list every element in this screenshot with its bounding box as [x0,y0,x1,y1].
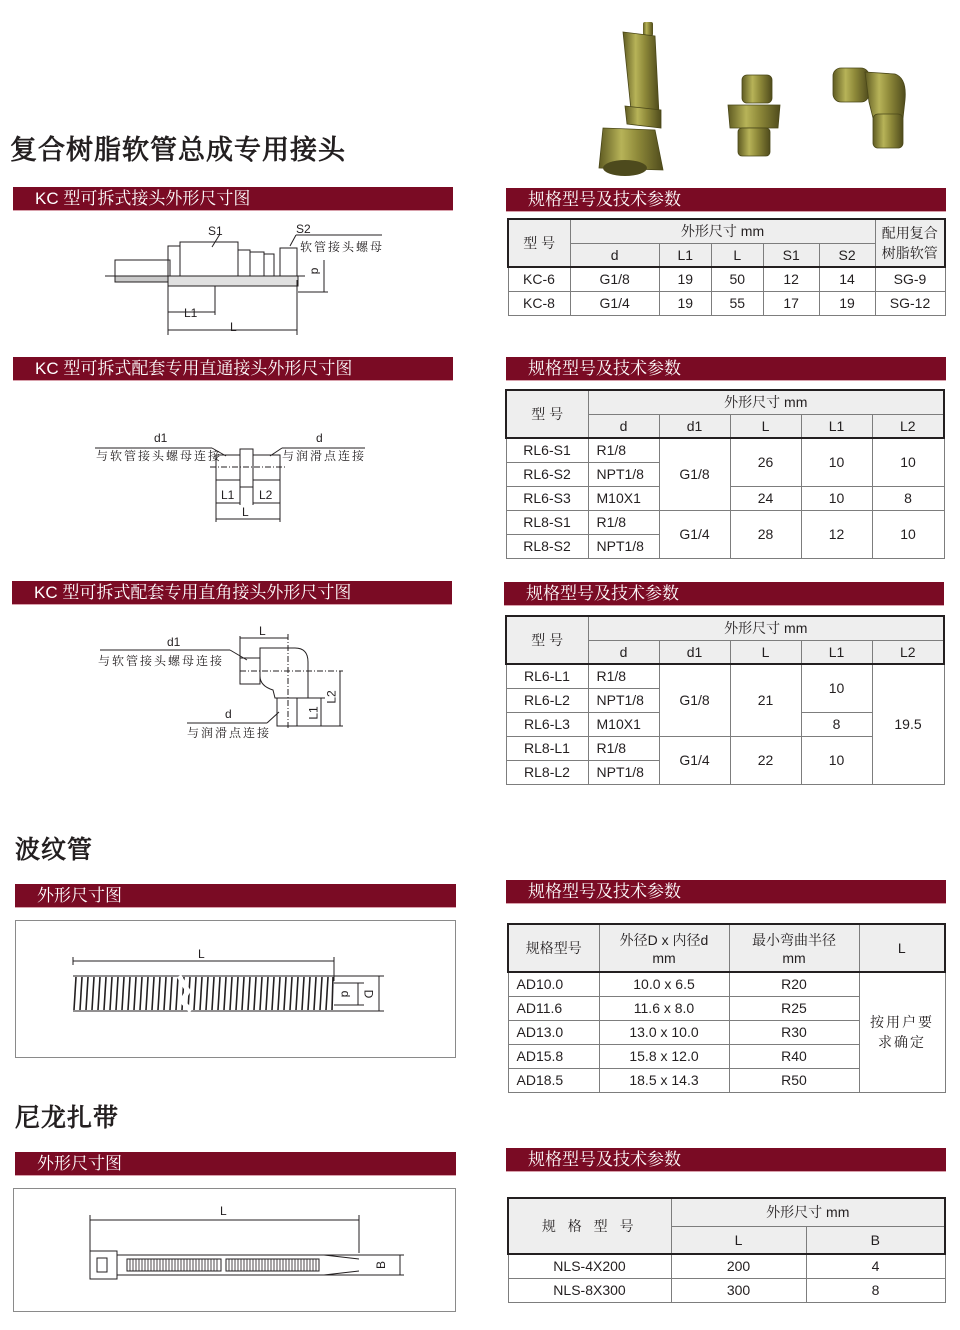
col-header-model: 型 号 [508,219,570,267]
cell-l: 26 [730,438,801,486]
cell-model: NLS-4X200 [508,1254,671,1278]
cable-tie-diagram-frame [13,1188,456,1312]
cell-l2: 19.5 [872,664,944,784]
cell-model: KC-6 [508,267,570,291]
col-header-d: d [570,243,659,267]
col-header-length: L [859,924,945,972]
cell-model: RL8-L2 [506,760,588,784]
cell-radius: R20 [729,972,859,996]
radius-header-line2: mm [782,950,806,966]
col-header-d: d [588,414,659,438]
cell-l: 22 [730,736,801,784]
page-title: 复合树脂软管总成专用接头 [10,135,346,166]
elbow-label-d-note: 与润滑点连接 [187,726,272,740]
cell-d1: G1/8 [659,664,730,736]
straight-label-l: L [242,505,249,519]
col-header-model: 型 号 [506,616,588,664]
cell-b: 4 [806,1254,945,1278]
kc-spec-table [507,218,946,316]
cell-d: NPT1/8 [588,462,659,486]
col-header-s1: S1 [763,243,819,267]
cell-radius: R30 [729,1020,859,1044]
kc-label-l: L [230,320,237,334]
elbow-label-d: d [225,707,232,721]
col-header-radius [729,924,859,972]
straight-diagram-header: KC 型可拆式配套专用直通接头外形尺寸图 [13,357,453,381]
col-header-dims: 外形尺寸 mm [588,390,944,414]
straight-label-d1-note: 与软管接头螺母连接 [96,449,223,463]
cell-d1: G1/8 [659,438,730,510]
cable-tie-title: 尼龙扎带 [15,1103,120,1132]
elbow-dimension-diagram [95,624,355,743]
cell-diameter: 10.0 x 6.5 [599,972,729,996]
cell-d: NPT1/8 [588,688,659,712]
kc-label-s2: S2 [296,222,311,236]
cell-model: RL6-S1 [506,438,588,462]
elbow-label-d1: d1 [167,635,181,649]
elbow-label-l2: L2 [324,690,339,704]
table-row [508,291,945,315]
kc-dimension-diagram [100,220,400,340]
corrugated-spec-header: 规格型号及技术参数 [506,880,946,904]
corrugated-label-D: D [361,989,376,999]
cell-model: RL8-S1 [506,510,588,534]
cell-d: NPT1/8 [588,534,659,558]
cell-d: R1/8 [588,664,659,688]
cell-model: NLS-8X300 [508,1278,671,1302]
cell-radius: R25 [729,996,859,1020]
col-header-model: 规格型号 [508,924,599,972]
cell-diameter: 18.5 x 14.3 [599,1068,729,1092]
cell-d: M10X1 [588,486,659,510]
cell-l: 28 [730,510,801,558]
table-row [508,1254,945,1278]
table-row [506,510,944,534]
elbow-fitting-photo [825,60,915,160]
cable-tie-spec-table [507,1197,946,1303]
length-note-line2: 求确定 [878,1034,926,1051]
corrugated-spec-table [507,923,946,1093]
cell-model: AD10.0 [508,972,599,996]
cell-s1: 17 [763,291,819,315]
cell-d: M10X1 [588,712,659,736]
cell-s2: 19 [819,291,875,315]
cable-tie-diagram-header: 外形尺寸图 [15,1152,456,1176]
cell-l2: 10 [872,438,944,486]
cell-d: R1/8 [588,736,659,760]
hose-header-line2: 树脂软管 [881,245,938,261]
cell-model: RL8-L1 [506,736,588,760]
cell-hose: SG-9 [875,267,945,291]
col-header-l1: L1 [659,243,711,267]
col-header-l2: L2 [872,414,944,438]
elbow-spec-header: 规格型号及技术参数 [504,582,944,606]
straight-spec-table [505,389,945,559]
elbow-diagram-header: KC 型可拆式配套专用直角接头外形尺寸图 [12,581,452,605]
kc-label-l1: L1 [184,306,198,320]
table-row [506,438,944,462]
kc-label-nut: 软管接头螺母 [300,240,385,254]
cell-l2: 10 [872,510,944,558]
cell-hose: SG-12 [875,291,945,315]
diameter-header-line2: mm [652,950,676,966]
col-header-dims: 外形尺寸 mm [570,219,875,243]
straight-label-l1: L1 [221,488,235,502]
cell-s2: 14 [819,267,875,291]
cell-d: R1/8 [588,438,659,462]
kc-spec-header: 规格型号及技术参数 [506,188,946,212]
kc-label-d: d [308,267,323,275]
cell-d: G1/4 [570,291,659,315]
cell-l1: 12 [801,510,872,558]
cell-l: 50 [711,267,763,291]
cable-tie-label-b: B [374,1260,389,1270]
col-header-d: d [588,640,659,664]
hose-header-line1: 配用复合 [881,225,938,241]
cell-l2: 8 [872,486,944,510]
cell-l: 24 [730,486,801,510]
col-header-l1: L1 [801,414,872,438]
cell-d1: G1/4 [659,510,730,558]
cell-model: AD13.0 [508,1020,599,1044]
cell-l: 200 [671,1254,806,1278]
col-header-l1: L1 [801,640,872,664]
cell-diameter: 13.0 x 10.0 [599,1020,729,1044]
cable-tie-drawing [14,1189,457,1313]
corrugated-diagram-frame [15,920,456,1058]
cell-model: AD11.6 [508,996,599,1020]
cell-l1: 10 [801,736,872,784]
cell-d: G1/8 [570,267,659,291]
cell-length-note [859,972,945,1092]
straight-spec-header: 规格型号及技术参数 [506,357,946,381]
cell-model: AD18.5 [508,1068,599,1092]
straight-fitting-photo [720,70,790,170]
cell-radius: R40 [729,1044,859,1068]
cell-model: RL6-L3 [506,712,588,736]
elbow-label-d1-note: 与软管接头螺母连接 [98,654,225,668]
col-header-l: L [671,1226,806,1254]
kc-fitting-photo [585,10,675,180]
table-row [508,1278,945,1302]
col-header-dims: 外形尺寸 mm [588,616,944,640]
col-header-model: 型 号 [506,390,588,438]
straight-label-d-note: 与润滑点连接 [282,449,367,463]
cell-l: 21 [730,664,801,736]
table-row [508,972,945,996]
cell-model: KC-8 [508,291,570,315]
col-header-s2: S2 [819,243,875,267]
cable-tie-label-l: L [220,1204,227,1218]
cell-l: 300 [671,1278,806,1302]
cell-l1: 8 [801,712,872,736]
corrugated-tube-drawing [16,921,457,1059]
straight-label-d1: d1 [154,431,168,445]
cable-tie-spec-header: 规格型号及技术参数 [506,1148,946,1172]
cell-l: 55 [711,291,763,315]
elbow-label-l: L [259,624,266,638]
table-row [508,267,945,291]
straight-dimension-diagram [90,425,380,525]
col-header-diameter [599,924,729,972]
cell-d1: G1/4 [659,736,730,784]
table-row [506,664,944,688]
radius-header-line1: 最小弯曲半径 [752,932,836,948]
col-header-b: B [806,1226,945,1254]
col-header-l: L [730,414,801,438]
cell-l1: 10 [801,438,872,486]
col-header-model: 规 格 型 号 [508,1198,671,1254]
elbow-spec-table [505,615,945,785]
col-header-d1: d1 [659,640,730,664]
col-header-dims: 外形尺寸 mm [671,1198,945,1226]
length-note-line1: 按用户要 [870,1014,934,1031]
kc-diagram-header: KC 型可拆式接头外形尺寸图 [13,187,453,211]
cell-model: RL8-S2 [506,534,588,558]
elbow-label-l1: L1 [306,706,321,720]
cell-model: RL6-S3 [506,486,588,510]
cell-l1: 10 [801,664,872,712]
cell-diameter: 15.8 x 12.0 [599,1044,729,1068]
straight-label-l2: L2 [259,488,273,502]
cell-l1: 19 [659,291,711,315]
cell-l1: 19 [659,267,711,291]
col-header-l: L [730,640,801,664]
cell-model: RL6-S2 [506,462,588,486]
cell-diameter: 11.6 x 8.0 [599,996,729,1020]
cell-radius: R50 [729,1068,859,1092]
kc-label-s1: S1 [208,224,223,238]
cell-model: AD15.8 [508,1044,599,1068]
straight-fitting-drawing [90,425,380,525]
col-header-d1: d1 [659,414,730,438]
cell-s1: 12 [763,267,819,291]
col-header-l2: L2 [872,640,944,664]
corrugated-label-d: d [338,990,353,998]
diameter-header-line1: 外径D x 内径d [619,932,709,948]
cell-d: NPT1/8 [588,760,659,784]
product-photo-group [575,10,925,180]
corrugated-diagram-header: 外形尺寸图 [15,884,456,908]
cell-b: 8 [806,1278,945,1302]
corrugated-label-l: L [198,947,205,961]
col-header-l: L [711,243,763,267]
cell-model: RL6-L2 [506,688,588,712]
cell-model: RL6-L1 [506,664,588,688]
col-header-hose [875,219,945,267]
corrugated-title: 波纹管 [15,835,94,864]
cell-l1: 10 [801,486,872,510]
straight-label-d: d [316,431,323,445]
cell-d: R1/8 [588,510,659,534]
